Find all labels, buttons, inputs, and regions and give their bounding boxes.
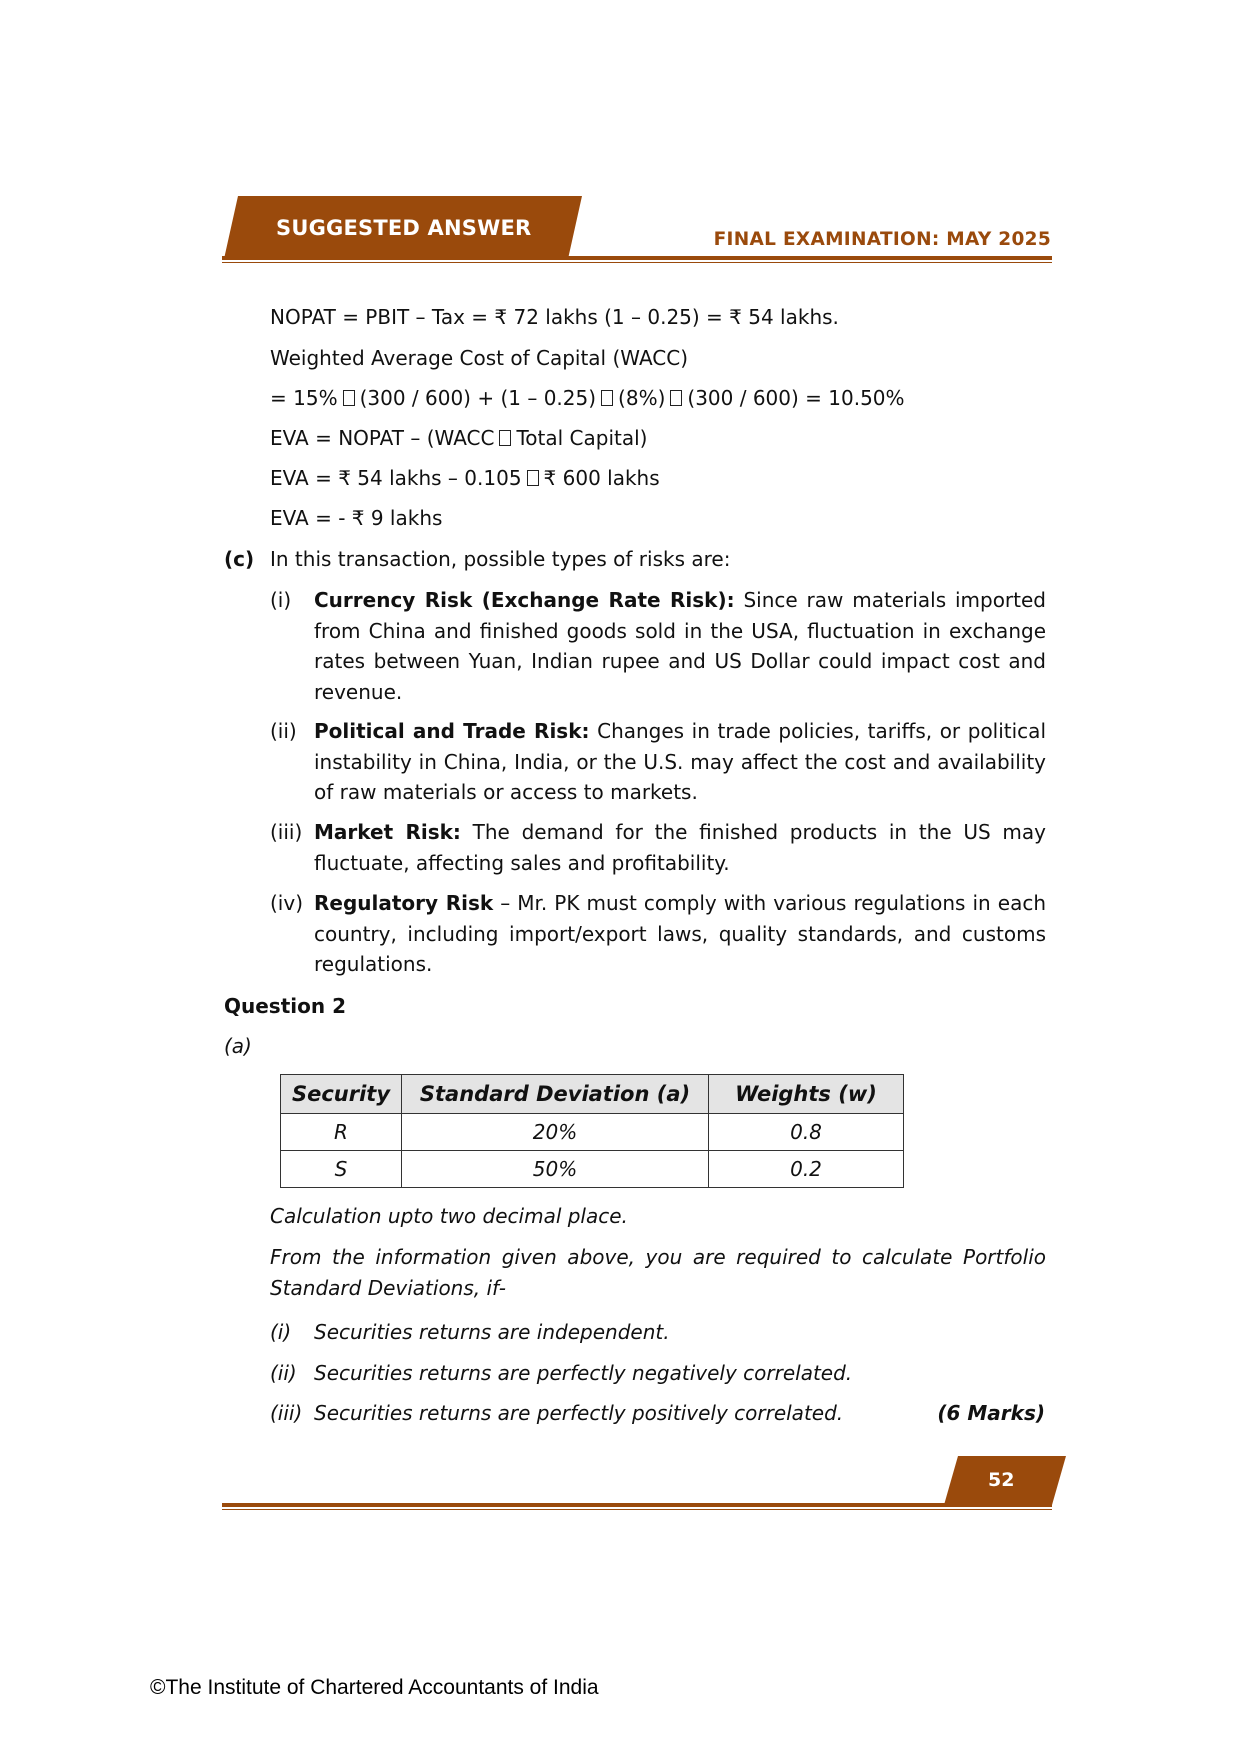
sub-item-number: (ii) xyxy=(270,1361,297,1385)
risk-item-number: (i) xyxy=(270,588,292,612)
part-c-intro: In this transaction, possible types of risks are: xyxy=(270,547,731,571)
nopat-line: NOPAT = PBIT – Tax = ₹ 72 lakhs (1 – 0.25) = ₹ 54 lakhs. xyxy=(270,305,839,329)
risk-item-number: (iv) xyxy=(270,891,303,915)
table-cell: 0.2 xyxy=(709,1151,904,1188)
question-instruction: From the information given above, you are required to calculate Portfolio Standard Deviations, if- xyxy=(270,1245,1046,1300)
risk-item-number: (ii) xyxy=(270,719,297,743)
part-c-marker: (c) xyxy=(224,547,255,571)
missing-glyph-icon xyxy=(601,390,613,406)
sub-item-number: (iii) xyxy=(270,1401,303,1425)
footer-rule xyxy=(222,1503,1052,1507)
table-row xyxy=(281,1114,904,1151)
security-table xyxy=(280,1074,904,1188)
calculation-note: Calculation upto two decimal place. xyxy=(270,1204,628,1228)
table-row xyxy=(281,1151,904,1188)
table-cell: 0.8 xyxy=(709,1114,904,1151)
header-rule xyxy=(222,256,1052,260)
risk-item-political: Political and Trade Risk: Changes in trade policies, tariffs, or political instability in China, India, or the U.S. may affect the cost and availability of raw materials or access to markets. xyxy=(314,719,1046,804)
table-cell: R xyxy=(281,1114,402,1151)
risk-item-number: (iii) xyxy=(270,820,303,844)
header-rule-thin xyxy=(222,262,1052,263)
missing-glyph-icon xyxy=(499,430,511,446)
header-tab-label: SUGGESTED ANSWER xyxy=(276,216,532,240)
wacc-title: Weighted Average Cost of Capital (WACC) xyxy=(270,346,689,370)
risk-item-currency: Currency Risk (Exchange Rate Risk): Since raw materials imported from China and finished goods sold in the USA, fluctuation in exchange rates between Yuan, Indian rupee and US Dollar could impact cost and revenue. xyxy=(314,588,1046,704)
table-header-cell: Security xyxy=(281,1075,402,1114)
table-cell: 20% xyxy=(402,1114,709,1151)
table-cell: S xyxy=(281,1151,402,1188)
wacc-formula: = 15% (300 / 600) + (1 – 0.25) (8%) (300 / 600) = 10.50% xyxy=(270,386,905,410)
table-header-cell: Weights (w) xyxy=(709,1075,904,1114)
exam-title: FINAL EXAMINATION: MAY 2025 xyxy=(713,229,1051,250)
risk-item-regulatory: Regulatory Risk – Mr. PK must comply with various regulations in each country, including import/export laws, quality standards, and customs regulations. xyxy=(314,891,1046,976)
table-header-row xyxy=(281,1075,904,1114)
missing-glyph-icon xyxy=(670,390,682,406)
copyright: ©The Institute of Chartered Accountants of India xyxy=(150,1676,599,1699)
missing-glyph-icon xyxy=(527,470,539,486)
sub-item-number: (i) xyxy=(270,1320,292,1344)
sub-item-text: Securities returns are perfectly negatively correlated. xyxy=(314,1361,853,1385)
question-sub-a: (a) xyxy=(224,1034,252,1058)
table-header-cell: Standard Deviation (a) xyxy=(402,1075,709,1114)
risk-item-market: Market Risk: The demand for the finished products in the US may fluctuate, affecting sales and profitability. xyxy=(314,820,1046,875)
page-number: 52 xyxy=(988,1469,1015,1491)
sub-item-text: Securities returns are independent. xyxy=(314,1320,670,1344)
sub-item-text: Securities returns are perfectly positively correlated. xyxy=(314,1401,844,1425)
eva-definition: EVA = NOPAT – (WACC Total Capital) xyxy=(270,426,648,450)
missing-glyph-icon xyxy=(343,390,355,406)
eva-result: EVA = - ₹ 9 lakhs xyxy=(270,506,443,530)
eva-calculation: EVA = ₹ 54 lakhs – 0.105 ₹ 600 lakhs xyxy=(270,466,660,490)
table-cell: 50% xyxy=(402,1151,709,1188)
marks-label: (6 Marks) xyxy=(937,1401,1045,1425)
question-heading: Question 2 xyxy=(224,994,346,1018)
footer-rule-thin xyxy=(222,1509,1052,1510)
